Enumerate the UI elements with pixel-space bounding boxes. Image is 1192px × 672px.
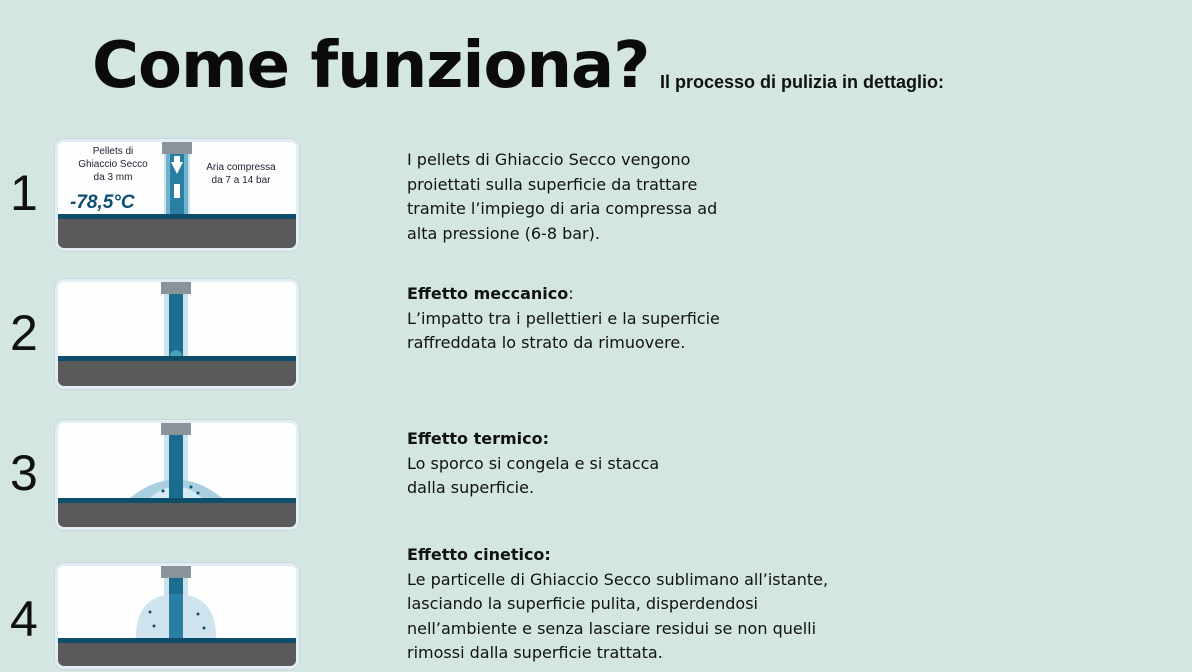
step-1-text-line: tramite l’impiego di aria compressa ad (407, 199, 718, 218)
step-number-1: 1 (10, 165, 38, 221)
step-4-text-line: lasciando la superficie pulita, disperdendosi (407, 594, 758, 613)
step-3-description (407, 427, 659, 501)
step-1-text-line: I pellets di Ghiaccio Secco vengono (407, 150, 691, 169)
step-1-text-line: proiettati sulla superficie da trattare (407, 174, 698, 194)
step-4-text-line: Le particelle di Ghiaccio Secco sublimano all’istante, (407, 569, 829, 589)
step-number-3: 3 (10, 445, 38, 501)
step-4-description (407, 543, 828, 666)
step-4-diagram (58, 566, 296, 666)
pellets-label-line1: Pellets di (92, 146, 134, 157)
step-3-heading-line (407, 427, 659, 452)
step-4-heading-line (407, 543, 828, 568)
step-2-description (407, 282, 720, 356)
step-1-diagram (58, 142, 296, 248)
step-1-text-line: alta pressione (6-8 bar). (407, 223, 600, 243)
step-3-heading: Effetto termico: (407, 429, 550, 448)
step-4-text-line: nell’ambiente e senza lasciare residui se non quelli (407, 618, 817, 638)
temperature-label: -78,5°C (70, 192, 135, 213)
step-3-diagram (58, 423, 296, 527)
step-1-description (407, 148, 717, 246)
pellets-label-line2: Ghiaccio Secco (78, 159, 148, 170)
step-number-4: 4 (10, 591, 38, 647)
step-2-diagram (58, 282, 296, 386)
step-2-text-line: L’impatto tra i pellettieri e la superficie (407, 308, 720, 328)
step-number-2: 2 (10, 305, 38, 361)
page-subtitle: Il processo di pulizia in dettaglio: (660, 72, 945, 92)
step-4-heading: Effetto cinetico: (407, 545, 551, 564)
air-label-line1: Aria compressa (206, 162, 276, 173)
step-2-text-line: raffreddata lo strato da rimuovere. (407, 333, 686, 352)
page-title: Come funziona? (92, 29, 650, 103)
step-4-text-line: rimossi dalla superficie trattata. (407, 643, 663, 662)
step-2-heading-suffix: : (568, 284, 574, 303)
step-3-text-line: dalla superficie. (407, 478, 535, 497)
air-label-line2: da 7 a 14 bar (211, 175, 271, 186)
pellets-label-line3: da 3 mm (93, 172, 133, 183)
step-2-heading-line (407, 282, 720, 307)
step-3-text-line: Lo sporco si congela e si stacca (407, 453, 660, 473)
step-2-heading: Effetto meccanico (407, 284, 569, 303)
